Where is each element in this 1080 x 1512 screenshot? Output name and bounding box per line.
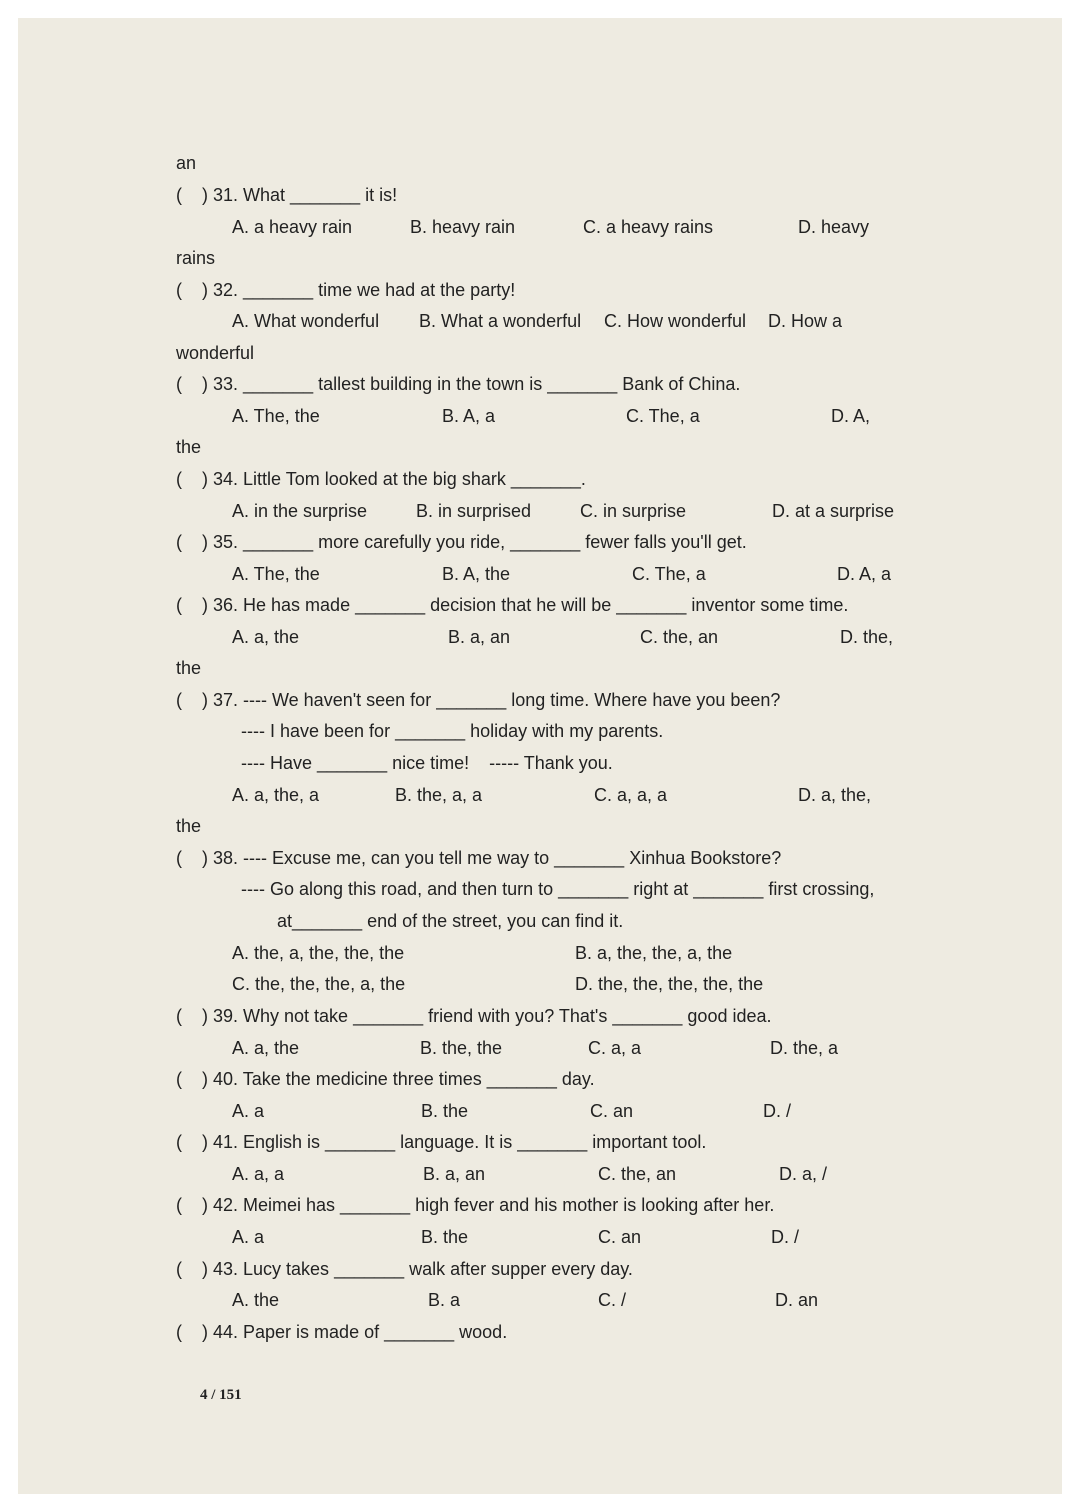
q43-option-b: B. a: [428, 1290, 461, 1310]
q42-option-c: C. an: [598, 1227, 642, 1247]
question-40-stem: ( ) 40. Take the medicine three times _______ day.: [176, 1069, 595, 1089]
document-page: [18, 18, 1062, 1494]
q38-option-c: C. the, the, the, a, the: [232, 974, 406, 994]
q34-option-d: D. at a surprise: [772, 501, 895, 521]
q37-dialog-line-2: ---- Have _______ nice time! ----- Thank you.: [241, 753, 613, 773]
q42-option-a: A. a: [232, 1227, 265, 1247]
q32-option-wrap: wonderful: [176, 343, 255, 363]
q36-option-d: D. the,: [840, 627, 894, 647]
page-number: 4 / 151: [200, 1387, 242, 1403]
q39-option-b: B. the, the: [420, 1038, 503, 1058]
q35-option-b: B. A, the: [442, 564, 511, 584]
question-42-stem: ( ) 42. Meimei has _______ high fever and his mother is looking after her.: [176, 1195, 775, 1215]
q32-option-a: A. What wonderful: [232, 311, 380, 331]
q37-option-c: C. a, a, a: [594, 785, 668, 805]
q37-option-d: D. a, the,: [798, 785, 872, 805]
q37-option-a: A. a, the, a: [232, 785, 320, 805]
question-36-stem: ( ) 36. He has made _______ decision that he will be _______ inventor some time.: [176, 595, 849, 615]
question-39-stem: ( ) 39. Why not take _______ friend with you? That's _______ good idea.: [176, 1006, 772, 1026]
q36-option-c: C. the, an: [640, 627, 719, 647]
question-43-stem: ( ) 43. Lucy takes _______ walk after supper every day.: [176, 1259, 633, 1279]
q34-option-b: B. in surprised: [416, 501, 532, 521]
q38-option-d: D. the, the, the, the, the: [575, 974, 764, 994]
q35-option-d: D. A, a: [837, 564, 892, 584]
q41-option-b: B. a, an: [423, 1164, 486, 1184]
q33-option-d: D. A,: [831, 406, 871, 426]
q32-option-c: C. How wonderful: [604, 311, 747, 331]
q36-option-wrap: the: [176, 658, 202, 678]
question-38-stem: ( ) 38. ---- Excuse me, can you tell me way to _______ Xinhua Bookstore?: [176, 848, 782, 868]
q42-option-b: B. the: [421, 1227, 469, 1247]
q34-option-a: A. in the surprise: [232, 501, 368, 521]
question-37-stem: ( ) 37. ---- We haven't seen for _______ long time. Where have you been?: [176, 690, 781, 710]
q41-option-d: D. a, /: [779, 1164, 828, 1184]
q43-option-a: A. the: [232, 1290, 280, 1310]
q40-option-b: B. the: [421, 1101, 469, 1121]
q38-option-b: B. a, the, the, a, the: [575, 943, 733, 963]
q39-option-a: A. a, the: [232, 1038, 300, 1058]
q38-dialog-line-1: ---- Go along this road, and then turn to _______ right at _______ first crossing,: [241, 879, 875, 899]
q35-option-c: C. The, a: [632, 564, 706, 584]
q37-dialog-line-1: ---- I have been for _______ holiday with my parents.: [241, 721, 664, 741]
q37-option-wrap: the: [176, 816, 202, 836]
q32-option-b: B. What a wonderful: [419, 311, 582, 331]
q38-dialog-line-2: at_______ end of the street, you can find it.: [277, 911, 624, 931]
q42-option-d: D. /: [771, 1227, 800, 1247]
q40-option-c: C. an: [590, 1101, 634, 1121]
question-32-stem: ( ) 32. _______ time we had at the party!: [176, 280, 516, 300]
q35-option-a: A. The, the: [232, 564, 320, 584]
q38-option-a: A. the, a, the, the, the: [232, 943, 405, 963]
q39-option-d: D. the, a: [770, 1038, 839, 1058]
q40-option-a: A. a: [232, 1101, 265, 1121]
q31-option-c: C. a heavy rains: [583, 217, 714, 237]
q41-option-a: A. a, a: [232, 1164, 285, 1184]
q40-option-d: D. /: [763, 1101, 792, 1121]
question-34-stem: ( ) 34. Little Tom looked at the big shark _______.: [176, 469, 586, 489]
q33-option-wrap: the: [176, 437, 202, 457]
q43-option-c: C. /: [598, 1290, 627, 1310]
line-continuation: an: [176, 153, 197, 173]
q31-option-d: D. heavy: [798, 217, 870, 237]
q36-option-a: A. a, the: [232, 627, 300, 647]
q39-option-c: C. a, a: [588, 1038, 642, 1058]
q37-option-b: B. the, a, a: [395, 785, 483, 805]
q31-option-a: A. a heavy rain: [232, 217, 353, 237]
q33-option-c: C. The, a: [626, 406, 700, 426]
q36-option-b: B. a, an: [448, 627, 511, 647]
q41-option-c: C. the, an: [598, 1164, 677, 1184]
q31-option-b: B. heavy rain: [410, 217, 516, 237]
question-31-stem: ( ) 31. What _______ it is!: [176, 185, 398, 205]
q34-option-c: C. in surprise: [580, 501, 687, 521]
question-44-stem: ( ) 44. Paper is made of _______ wood.: [176, 1322, 508, 1342]
q33-option-b: B. A, a: [442, 406, 496, 426]
q43-option-d: D. an: [775, 1290, 819, 1310]
question-41-stem: ( ) 41. English is _______ language. It is _______ important tool.: [176, 1132, 707, 1152]
question-33-stem: ( ) 33. _______ tallest building in the town is _______ Bank of China.: [176, 374, 741, 394]
question-35-stem: ( ) 35. _______ more carefully you ride, _______ fewer falls you'll get.: [176, 532, 747, 552]
q32-option-d: D. How a: [768, 311, 843, 331]
q33-option-a: A. The, the: [232, 406, 320, 426]
q31-option-wrap: rains: [176, 248, 216, 268]
